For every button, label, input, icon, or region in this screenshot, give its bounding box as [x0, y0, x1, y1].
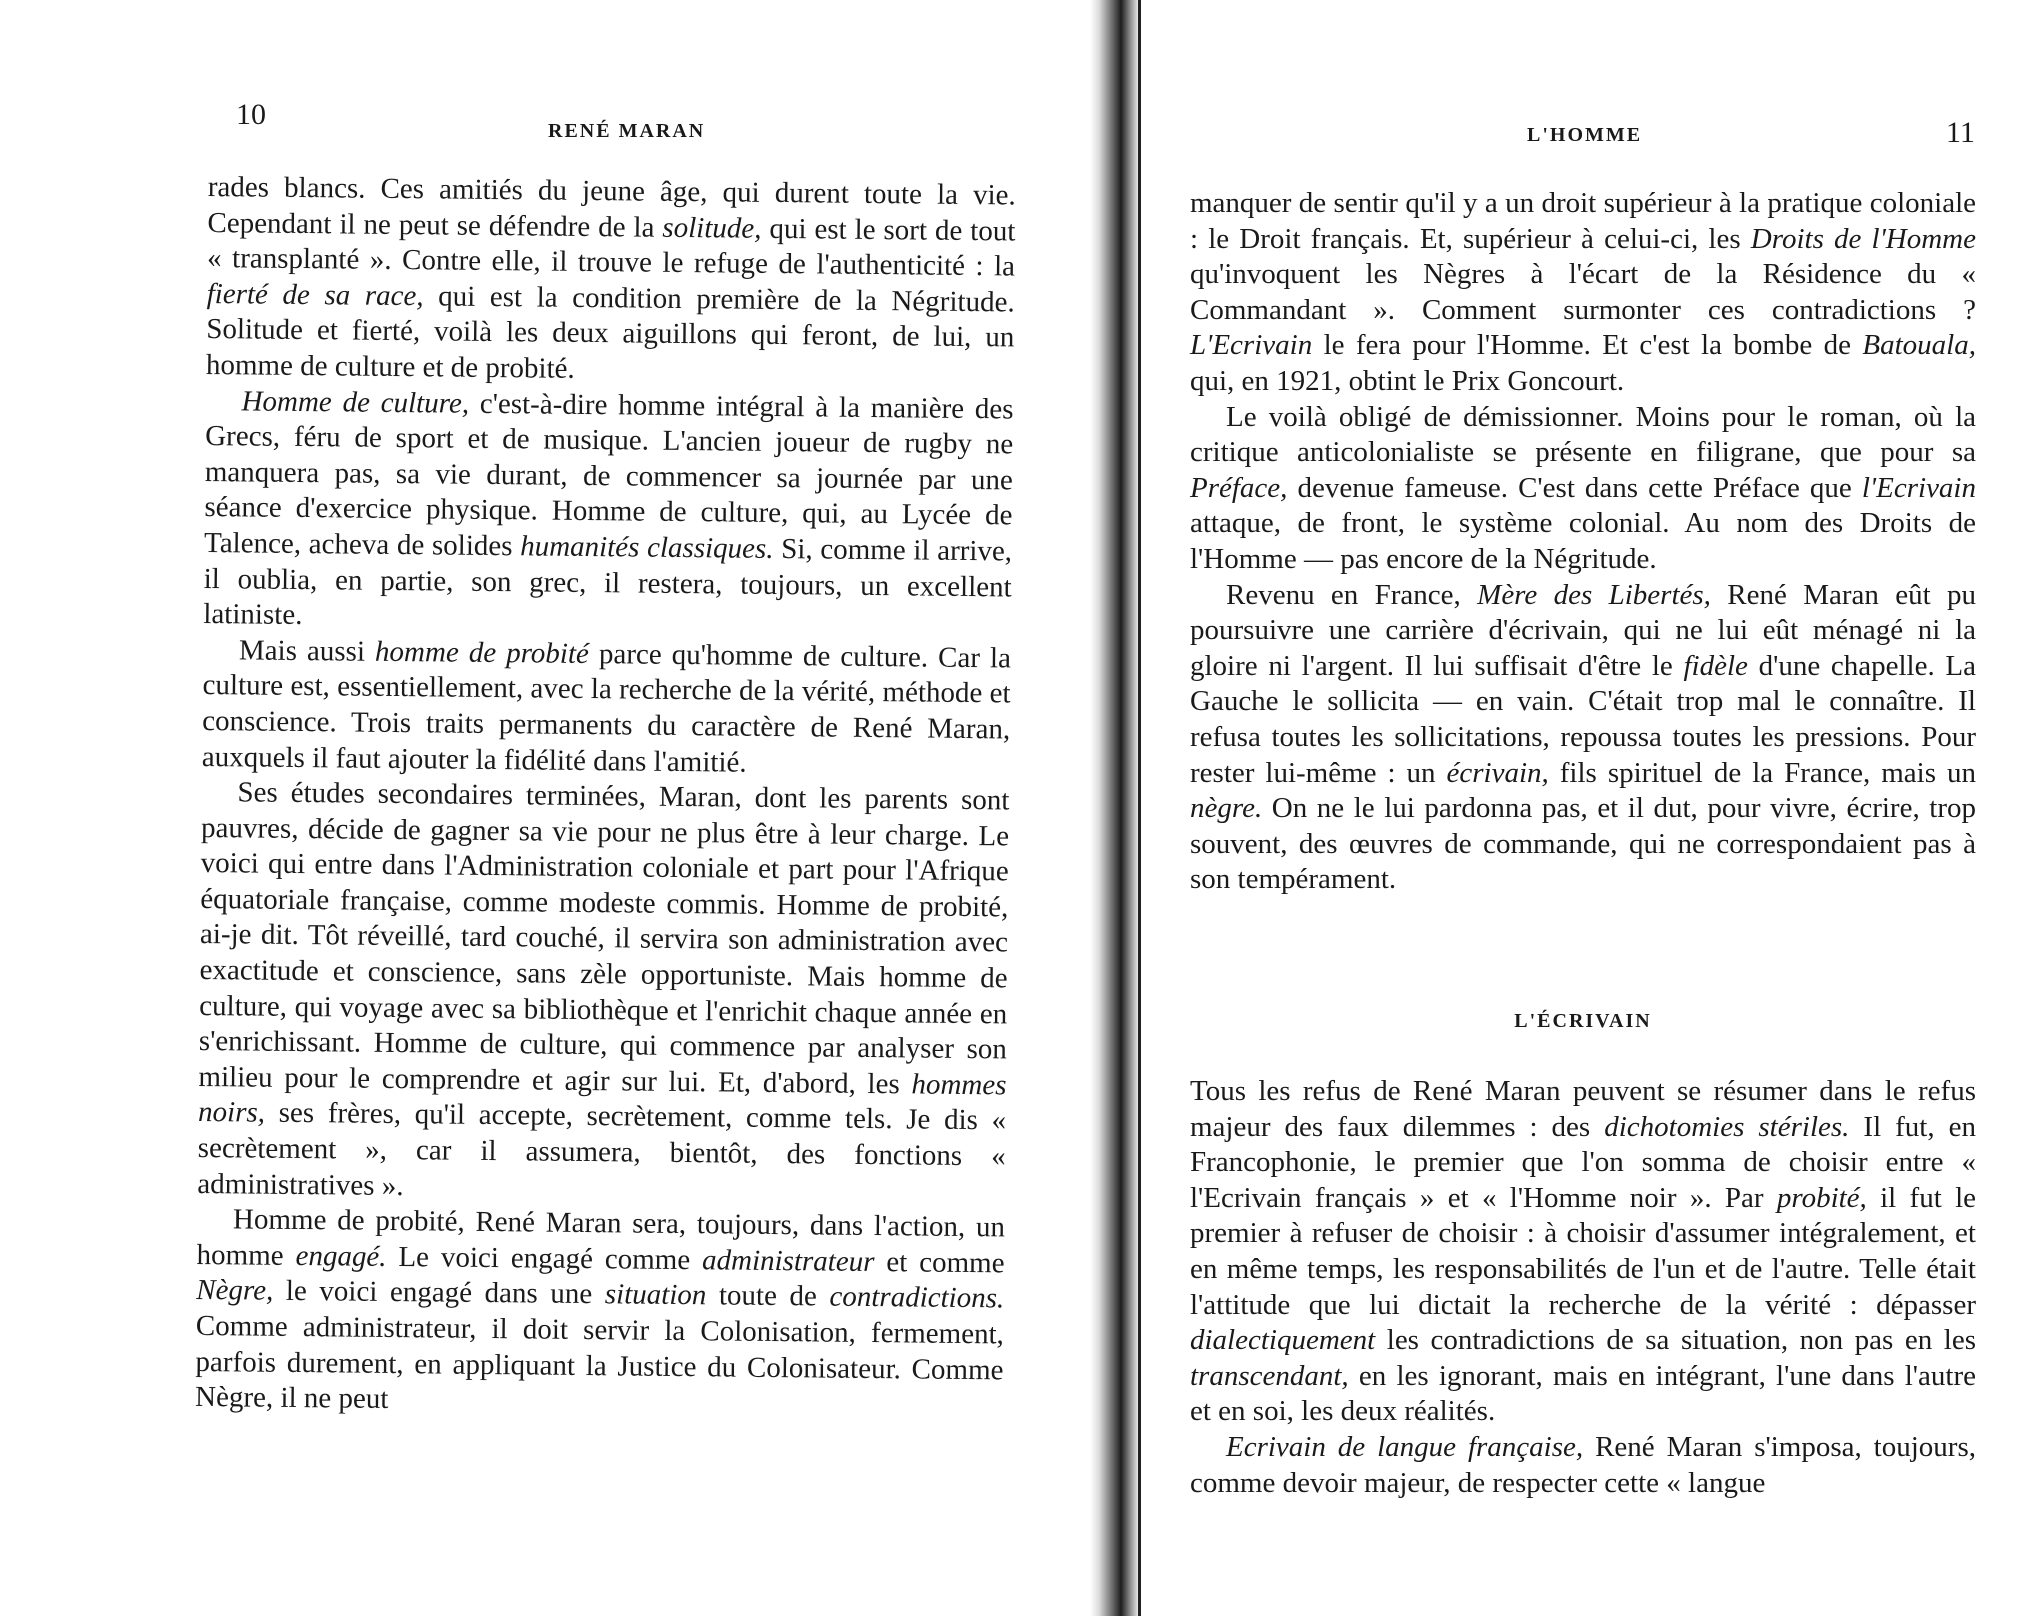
right-body-text: [1190, 186, 1976, 898]
italic-phrase: hommes noirs,: [197, 1068, 1007, 1130]
running-head-left: RENÉ MARAN: [548, 120, 706, 142]
text-run: parce qu'homme de culture. Car la culture est, essentiellement, avec la recherche de la vérité, méthode et conscience. Trois traits permanents du caractère de René Maran, auxquels il faut ajouter la fidélité dans l'amitié.: [201, 637, 1012, 779]
italic-phrase: Mère des Libertés,: [1477, 578, 1711, 611]
text-run: qui est le sort de tout « transplanté ». Contre elle, il trouve le refuge de l'authenticité : la: [206, 212, 1016, 283]
running-head-right: L'HOMME: [1527, 124, 1643, 146]
italic-phrase: l'Ecrivain: [1861, 471, 1976, 504]
text-run: René Maran s'imposa, toujours, comme devoir majeur, de respecter cette « langue: [1190, 1430, 1976, 1499]
text-run: ses frères, qu'il accepte, secrètement, comme tels. Je dis « secrètement », car il assumera, bientôt, des fonctions « administratives ».: [197, 1097, 1007, 1202]
italic-phrase: contradictions.: [829, 1280, 1005, 1315]
text-run: d'une chapelle. La Gauche le sollicita — en vain. C'était trop mal le connaître. Il refusa toutes les sollicitations, repoussa toutes les pressions. Pour rester lui-même : un: [1190, 649, 1976, 789]
text-run: et comme: [874, 1245, 1005, 1280]
text-run: c'est-à-dire homme intégral à la manière des Grecs, féru de sport et de musique. L'ancien joueur de rugby ne manquera pas, sa vie durant, de commencer sa journée par une séance d'exercice physique. Homme de culture, qui, au Lycée de Talence, acheva de solides: [203, 387, 1014, 563]
text-run: Le voilà obligé de démissionner. Moins pour le roman, où la critique anticolonialiste se présente en filigrane, que pour sa: [1190, 400, 1976, 469]
left-paragraph: [203, 384, 1014, 642]
italic-phrase: écrivain,: [1446, 756, 1549, 789]
italic-phrase: Nègre,: [196, 1274, 274, 1308]
italic-phrase: transcendant,: [1190, 1359, 1349, 1392]
text-run: Comme administrateur, il doit servir la Colonisation, fermement, parfois durement, en appliquant la Justice du Colonisateur. Comme Nègre, il ne peut: [194, 1309, 1005, 1416]
italic-phrase: Homme de culture,: [241, 384, 470, 420]
italic-phrase: Batouala,: [1862, 329, 1976, 362]
text-run: qui, en 1921, obtint le Prix Goncourt.: [1190, 364, 1625, 397]
italic-phrase: Préface,: [1190, 471, 1288, 504]
text-run: Tous les refus de René Maran peuvent se résumer dans le refus majeur des faux dilemmes : des: [1190, 1075, 1976, 1143]
right-paragraph: [1190, 186, 1976, 400]
text-run: Il fut, en Francophonie, le premier que l'on somma de choisir entre « l'Ecrivain français » et « l'Homme noir ». Par: [1190, 1110, 1976, 1214]
text-run: Revenu en France,: [1226, 578, 1478, 611]
text-run: le fera pour l'Homme. Et c'est la bombe de: [1312, 329, 1863, 362]
text-run: devenue fameuse. C'est dans cette Préface que: [1287, 471, 1862, 504]
page-number-left: 10: [236, 98, 266, 131]
italic-phrase: probité,: [1776, 1181, 1867, 1214]
text-run: en les ignorant, mais en intégrant, l'une dans l'autre et en soi, les deux réalités.: [1190, 1359, 1976, 1428]
italic-phrase: nègre.: [1190, 792, 1263, 825]
italic-phrase: fidèle: [1683, 649, 1748, 682]
italic-phrase: dichotomies stériles.: [1604, 1110, 1850, 1143]
text-run: qui est la condition première de la Négritude. Solitude et fierté, voilà les deux aiguillons qui feront, de lui, un homme de culture et de probité.: [205, 280, 1015, 385]
text-run: Si, comme il arrive, il oublia, en partie, son grec, il restera, toujours, un excellent latiniste.: [203, 532, 1013, 632]
book-gutter: [1090, 0, 1140, 1616]
italic-phrase: dialectiquement: [1190, 1324, 1376, 1357]
text-run: il fut le premier à refuser de choisir : à choisir d'assumer intégralement, et en même temps, les responsabilités de l'un et de l'autre. Telle était l'attitude que lui dictait la recherche de la vérité : dépasser: [1190, 1181, 1977, 1321]
text-run: rades blancs. Ces amitiés du jeune âge, qui durent toute la vie. Cependant il ne peut se défendre de la: [207, 170, 1016, 244]
text-run: On ne le lui pardonna pas, et il dut, pour vivre, écrire, trop souvent, des œuvres de commande, qui ne correspondaient pas à son tempérament.: [1190, 792, 1976, 896]
right-paragraph: [1190, 578, 1976, 898]
italic-phrase: Droits de l'Homme: [1750, 222, 1976, 255]
italic-phrase: fierté de sa race,: [206, 277, 424, 313]
text-run: Mais aussi: [238, 634, 376, 668]
section-paragraph: [1190, 1430, 1976, 1501]
text-run: attaque, de front, le système colonial. Au nom des Droits de l'Homme — pas encore de la Négritude.: [1190, 507, 1976, 575]
text-run: toute de: [706, 1279, 830, 1313]
section-paragraph: [1190, 1074, 1976, 1430]
italic-phrase: solitude,: [662, 211, 762, 245]
left-paragraph: [195, 1202, 1005, 1424]
italic-phrase: L'Ecrivain: [1190, 329, 1313, 362]
text-run: qu'invoquent les Nègres à l'écart de la Résidence du « Commandant ». Comment surmonter ces contradictions ?: [1190, 258, 1976, 326]
section-title: L'ÉCRIVAIN: [1514, 1010, 1652, 1032]
italic-phrase: homme de probité: [374, 635, 590, 670]
text-run: fils spirituel de la France, mais un: [1548, 756, 1976, 789]
text-run: Le voici engagé comme: [386, 1240, 703, 1277]
left-paragraph: [202, 633, 1011, 784]
text-run: le voici engagé dans une: [273, 1275, 606, 1311]
right-paragraph: [1190, 400, 1976, 578]
page-number-right: 11: [1946, 116, 1975, 149]
italic-phrase: situation: [604, 1278, 707, 1312]
italic-phrase: administrateur: [701, 1244, 875, 1278]
left-paragraph: [206, 170, 1016, 392]
text-run: manquer de sentir qu'il y a un droit supérieur à la pratique coloniale : le Droit français. Et, supérieur à celui-ci, les: [1190, 187, 1976, 255]
right-section-text: [1190, 1074, 1976, 1501]
left-paragraph: [197, 775, 1009, 1211]
text-run: les contradictions de sa situation, non pas en les: [1375, 1324, 1976, 1357]
text-run: Homme de probité, René Maran sera, toujours, dans l'action, un homme: [196, 1203, 1006, 1272]
italic-phrase: Ecrivain de langue française,: [1226, 1430, 1584, 1463]
italic-phrase: engagé.: [295, 1239, 387, 1273]
text-run: Ses études secondaires terminées, Maran, dont les parents sont pauvres, décide de gagner sa vie pour ne plus être à leur charge. Le voici qui entre dans l'Administration coloniale et part pour l'Afrique équatoriale française, comme modeste commis. Homme de probité, ai-je dit. Tôt réveillé, tard couché, il servira son administration avec exactitude et conscience, sans zèle opportuniste. Mais homme de culture, qui voyage avec sa bibliothèque et l'enrichit chaque année en s'enrichissant. Homme de culture, qui commence par analyser son milieu pour le comprendre et agir sur lui. Et, d'abord, les: [198, 776, 1010, 1101]
text-run: René Maran eût pu poursuivre une carrière d'écrivain, qui ne lui eût ménagé ni la gloire ni l'argent. Il lui suffisait d'être le: [1190, 578, 1977, 682]
left-body-text: [195, 170, 1016, 1424]
italic-phrase: humanités classiques.: [520, 530, 774, 565]
